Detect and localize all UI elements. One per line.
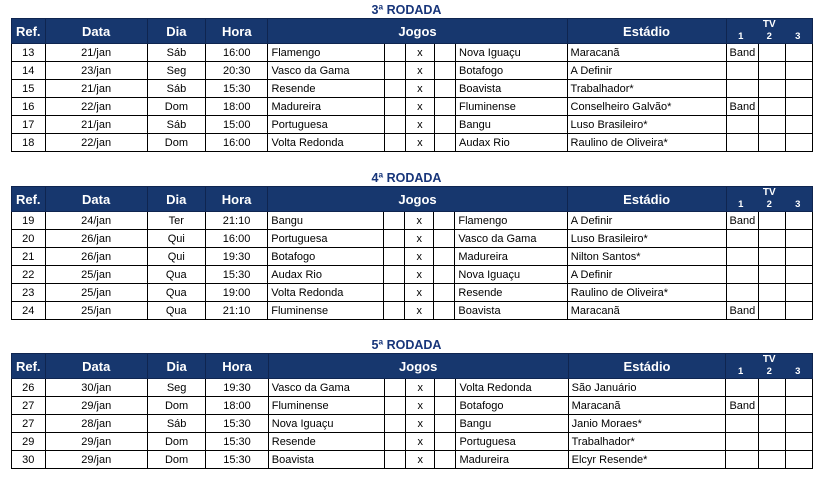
cell-away-team: Bangu: [456, 116, 568, 134]
cell-home-team: Bangu: [268, 212, 384, 230]
table-row: [12, 397, 813, 415]
table-row: [12, 212, 813, 230]
cell-spacer: [384, 134, 405, 152]
cell-away-team: Audax Rio: [456, 134, 568, 152]
cell-spacer: [434, 116, 455, 134]
table-row: [12, 302, 813, 320]
cell-ref: 20: [12, 230, 46, 248]
cell-hora: 18:00: [206, 98, 268, 116]
cell-spacer: [385, 415, 406, 433]
cell-estadio: Nilton Santos*: [567, 248, 726, 266]
cell-dia: Ter: [147, 212, 205, 230]
cell-dia: Dom: [147, 98, 205, 116]
cell-hora: 16:00: [205, 230, 267, 248]
cell-versus: x: [405, 302, 434, 320]
cell-tv-1: Band: [726, 302, 759, 320]
header-data: Data: [45, 354, 147, 379]
cell-estadio: São Januário: [568, 379, 726, 397]
cell-away-team: Nova Iguaçu: [456, 44, 568, 62]
cell-tv-2: [759, 302, 786, 320]
cell-estadio: Maracanã: [568, 397, 726, 415]
schedule-table: [11, 186, 813, 320]
cell-home-team: Nova Iguaçu: [268, 415, 384, 433]
header-tv-channel-3: 3: [795, 366, 801, 377]
cell-tv-3: [786, 284, 813, 302]
cell-spacer: [434, 62, 455, 80]
cell-dia: Seg: [147, 379, 205, 397]
cell-spacer: [435, 379, 456, 397]
header-dia: Dia: [147, 19, 205, 44]
cell-tv-3: [786, 433, 813, 451]
cell-spacer: [384, 98, 405, 116]
cell-ref: 26: [12, 379, 46, 397]
cell-spacer: [435, 451, 456, 469]
cell-home-team: Volta Redonda: [268, 284, 384, 302]
round-section: [0, 337, 813, 469]
cell-hora: 15:00: [206, 116, 268, 134]
cell-versus: x: [406, 415, 435, 433]
round-title: 3ª RODADA: [371, 3, 442, 17]
cell-home-team: Botafogo: [268, 248, 384, 266]
cell-dia: Qua: [147, 302, 205, 320]
cell-tv-1: [726, 451, 759, 469]
cell-spacer: [434, 284, 455, 302]
cell-tv-1: Band: [726, 98, 759, 116]
header-dia: Dia: [147, 187, 205, 212]
table-row: [12, 284, 813, 302]
cell-home-team: Resende: [268, 433, 384, 451]
cell-tv-3: [786, 116, 813, 134]
cell-tv-1: [726, 379, 759, 397]
cell-dia: Qui: [147, 248, 205, 266]
table-row: [12, 44, 813, 62]
cell-ref: 13: [12, 44, 46, 62]
cell-ref: 18: [12, 134, 46, 152]
table-row: [12, 451, 813, 469]
table-row: [12, 379, 813, 397]
cell-dia: Qua: [147, 266, 205, 284]
header-tv-label: TV: [762, 187, 776, 198]
round-section: [0, 170, 813, 320]
cell-dia: Qui: [147, 230, 205, 248]
cell-home-team: Portuguesa: [268, 116, 384, 134]
cell-versus: x: [406, 433, 435, 451]
cell-ref: 15: [12, 80, 46, 98]
cell-versus: x: [405, 284, 434, 302]
cell-spacer: [384, 62, 405, 80]
cell-hora: 21:10: [205, 302, 267, 320]
header-tv-channels: [727, 31, 812, 42]
cell-away-team: Volta Redonda: [456, 379, 568, 397]
cell-tv-3: [786, 266, 813, 284]
cell-home-team: Fluminense: [268, 302, 384, 320]
cell-versus: x: [405, 230, 434, 248]
cell-spacer: [385, 379, 406, 397]
cell-estadio: Maracanã: [567, 44, 726, 62]
cell-spacer: [434, 230, 455, 248]
cell-tv-2: [759, 379, 786, 397]
cell-ref: 19: [12, 212, 46, 230]
cell-tv-3: [786, 379, 813, 397]
header-hora: Hora: [205, 187, 267, 212]
header-tv-label: TV: [762, 354, 776, 365]
cell-tv-2: [759, 62, 786, 80]
cell-tv-1: [726, 266, 759, 284]
cell-versus: x: [405, 116, 434, 134]
cell-dia: Dom: [147, 433, 205, 451]
cell-data: 21/jan: [45, 44, 147, 62]
cell-tv-3: [786, 62, 813, 80]
cell-spacer: [434, 98, 455, 116]
cell-hora: 19:00: [205, 284, 267, 302]
header-tv-channel-2: 2: [766, 31, 772, 42]
header-tv-channels: [726, 366, 812, 377]
cell-dia: Seg: [147, 62, 205, 80]
cell-spacer: [435, 397, 456, 415]
cell-tv-3: [786, 230, 813, 248]
cell-home-team: Vasco da Gama: [268, 379, 384, 397]
header-hora: Hora: [206, 354, 268, 379]
header-tv-label: TV: [762, 19, 776, 30]
header-data: Data: [45, 187, 147, 212]
cell-data: 25/jan: [45, 266, 147, 284]
header-estadio: Estádio: [567, 19, 726, 44]
header-tv-channel-1: 1: [738, 199, 744, 210]
cell-spacer: [434, 44, 455, 62]
cell-away-team: Vasco da Gama: [455, 230, 567, 248]
cell-estadio: Janio Moraes*: [568, 415, 726, 433]
cell-versus: x: [405, 212, 434, 230]
header-row: [12, 187, 813, 212]
cell-tv-1: [726, 116, 759, 134]
cell-spacer: [384, 230, 405, 248]
cell-ref: 27: [12, 415, 46, 433]
cell-estadio: A Definir: [567, 212, 726, 230]
cell-tv-2: [759, 266, 786, 284]
cell-spacer: [385, 451, 406, 469]
cell-ref: 30: [12, 451, 46, 469]
cell-versus: x: [405, 80, 434, 98]
cell-spacer: [434, 266, 455, 284]
header-row: [12, 19, 813, 44]
cell-dia: Dom: [147, 397, 205, 415]
header-jogos: Jogos: [268, 187, 568, 212]
cell-tv-2: [759, 433, 786, 451]
cell-estadio: Trabalhador*: [568, 433, 726, 451]
cell-tv-3: [786, 134, 813, 152]
cell-estadio: Luso Brasileiro*: [567, 116, 726, 134]
cell-tv-3: [786, 212, 813, 230]
cell-versus: x: [406, 397, 435, 415]
cell-estadio: Luso Brasileiro*: [567, 230, 726, 248]
cell-home-team: Boavista: [268, 451, 384, 469]
cell-spacer: [385, 397, 406, 415]
cell-ref: 21: [12, 248, 46, 266]
header-ref: Ref.: [12, 354, 46, 379]
cell-dia: Sáb: [147, 415, 205, 433]
cell-hora: 15:30: [206, 415, 268, 433]
cell-tv-3: [786, 98, 813, 116]
cell-versus: x: [406, 451, 435, 469]
cell-hora: 19:30: [206, 379, 268, 397]
cell-home-team: Volta Redonda: [268, 134, 384, 152]
cell-home-team: Resende: [268, 80, 384, 98]
cell-away-team: Madureira: [456, 451, 568, 469]
cell-tv-2: [759, 80, 786, 98]
table-row: [12, 116, 813, 134]
cell-spacer: [384, 116, 405, 134]
cell-estadio: Raulino de Oliveira*: [567, 284, 726, 302]
cell-spacer: [434, 248, 455, 266]
table-row: [12, 134, 813, 152]
cell-spacer: [384, 44, 405, 62]
table-row: [12, 80, 813, 98]
header-ref: Ref.: [12, 19, 46, 44]
cell-ref: 22: [12, 266, 46, 284]
cell-home-team: Fluminense: [268, 397, 384, 415]
cell-home-team: Vasco da Gama: [268, 62, 384, 80]
cell-estadio: Raulino de Oliveira*: [567, 134, 726, 152]
header-ref: Ref.: [12, 187, 46, 212]
cell-tv-1: [726, 284, 759, 302]
cell-tv-1: [726, 230, 759, 248]
cell-hora: 18:00: [206, 397, 268, 415]
cell-versus: x: [405, 134, 434, 152]
cell-home-team: Madureira: [268, 98, 384, 116]
header-jogos: Jogos: [268, 19, 567, 44]
cell-dia: Dom: [147, 134, 205, 152]
cell-ref: 27: [12, 397, 46, 415]
cell-data: 23/jan: [45, 62, 147, 80]
cell-home-team: Portuguesa: [268, 230, 384, 248]
header-tv-channel-3: 3: [795, 199, 801, 210]
cell-estadio: Maracanã: [567, 302, 726, 320]
cell-tv-1: [726, 415, 759, 433]
cell-away-team: Boavista: [456, 80, 568, 98]
cell-versus: x: [405, 44, 434, 62]
cell-data: 25/jan: [45, 302, 147, 320]
cell-tv-3: [786, 248, 813, 266]
header-tv-channel-2: 2: [766, 199, 772, 210]
cell-ref: 16: [12, 98, 46, 116]
header-tv: [726, 187, 812, 212]
cell-tv-3: [786, 415, 813, 433]
cell-data: 25/jan: [45, 284, 147, 302]
cell-away-team: Botafogo: [456, 397, 568, 415]
schedule-table: [11, 353, 813, 469]
cell-data: 26/jan: [45, 230, 147, 248]
cell-ref: 14: [12, 62, 46, 80]
cell-data: 22/jan: [45, 98, 147, 116]
cell-spacer: [384, 302, 405, 320]
cell-estadio: A Definir: [567, 266, 726, 284]
cell-tv-3: [786, 451, 813, 469]
cell-away-team: Resende: [455, 284, 567, 302]
cell-tv-2: [759, 451, 786, 469]
header-tv: [726, 354, 813, 379]
cell-ref: 29: [12, 433, 46, 451]
cell-estadio: Elcyr Resende*: [568, 451, 726, 469]
header-estadio: Estádio: [567, 187, 726, 212]
cell-versus: x: [405, 98, 434, 116]
cell-data: 24/jan: [45, 212, 147, 230]
cell-spacer: [384, 284, 405, 302]
cell-spacer: [434, 134, 455, 152]
cell-away-team: Madureira: [455, 248, 567, 266]
cell-tv-3: [786, 44, 813, 62]
header-tv-channel-1: 1: [738, 366, 744, 377]
cell-hora: 15:30: [206, 80, 268, 98]
cell-spacer: [434, 212, 455, 230]
round-title: 5ª RODADA: [371, 338, 442, 352]
cell-data: 28/jan: [45, 415, 147, 433]
table-row: [12, 266, 813, 284]
cell-spacer: [435, 433, 456, 451]
header-jogos: Jogos: [268, 354, 568, 379]
table-row: [12, 415, 813, 433]
cell-dia: Sáb: [147, 44, 205, 62]
cell-data: 29/jan: [45, 433, 147, 451]
cell-versus: x: [406, 379, 435, 397]
cell-tv-3: [786, 397, 813, 415]
cell-tv-2: [759, 397, 786, 415]
cell-away-team: Fluminense: [456, 98, 568, 116]
cell-hora: 20:30: [206, 62, 268, 80]
cell-data: 29/jan: [45, 397, 147, 415]
cell-ref: 17: [12, 116, 46, 134]
cell-dia: Sáb: [147, 116, 205, 134]
cell-tv-3: [786, 80, 813, 98]
header-data: Data: [45, 19, 147, 44]
cell-away-team: Flamengo: [455, 212, 567, 230]
header-estadio: Estádio: [568, 354, 726, 379]
header-tv-channel-1: 1: [738, 31, 744, 42]
cell-tv-1: Band: [726, 212, 759, 230]
cell-tv-2: [759, 415, 786, 433]
header-row: [12, 354, 813, 379]
cell-data: 22/jan: [45, 134, 147, 152]
cell-tv-3: [786, 302, 813, 320]
cell-versus: x: [405, 266, 434, 284]
cell-tv-1: [726, 248, 759, 266]
cell-ref: 24: [12, 302, 46, 320]
header-tv-channel-3: 3: [795, 31, 801, 42]
table-row: [12, 433, 813, 451]
cell-spacer: [384, 266, 405, 284]
cell-away-team: Boavista: [455, 302, 567, 320]
cell-tv-2: [759, 248, 786, 266]
cell-data: 21/jan: [45, 116, 147, 134]
cell-data: 29/jan: [45, 451, 147, 469]
schedule-table: [11, 18, 813, 152]
cell-spacer: [384, 212, 405, 230]
cell-hora: 15:30: [206, 451, 268, 469]
table-row: [12, 62, 813, 80]
cell-away-team: Botafogo: [456, 62, 568, 80]
cell-tv-2: [759, 98, 786, 116]
cell-away-team: Portuguesa: [456, 433, 568, 451]
schedule-document: [0, 2, 813, 469]
header-tv-channels: [727, 199, 812, 210]
table-row: [12, 230, 813, 248]
cell-tv-1: Band: [726, 44, 759, 62]
cell-tv-1: [726, 134, 759, 152]
header-tv-channel-2: 2: [766, 366, 772, 377]
cell-estadio: Conselheiro Galvão*: [567, 98, 726, 116]
cell-spacer: [435, 415, 456, 433]
cell-versus: x: [405, 248, 434, 266]
table-row: [12, 248, 813, 266]
cell-tv-2: [759, 134, 786, 152]
cell-spacer: [384, 80, 405, 98]
table-row: [12, 98, 813, 116]
cell-data: 30/jan: [45, 379, 147, 397]
cell-away-team: Nova Iguaçu: [455, 266, 567, 284]
cell-spacer: [385, 433, 406, 451]
cell-hora: 16:00: [206, 134, 268, 152]
cell-estadio: Trabalhador*: [567, 80, 726, 98]
cell-ref: 23: [12, 284, 46, 302]
cell-spacer: [434, 302, 455, 320]
header-hora: Hora: [206, 19, 268, 44]
cell-dia: Sáb: [147, 80, 205, 98]
cell-away-team: Bangu: [456, 415, 568, 433]
cell-data: 21/jan: [45, 80, 147, 98]
cell-dia: Dom: [147, 451, 205, 469]
cell-dia: Qua: [147, 284, 205, 302]
cell-home-team: Flamengo: [268, 44, 384, 62]
cell-tv-2: [759, 284, 786, 302]
cell-hora: 19:30: [205, 248, 267, 266]
cell-tv-1: Band: [726, 397, 759, 415]
cell-tv-1: [726, 62, 759, 80]
cell-versus: x: [405, 62, 434, 80]
cell-home-team: Audax Rio: [268, 266, 384, 284]
cell-hora: 21:10: [205, 212, 267, 230]
cell-spacer: [384, 248, 405, 266]
cell-spacer: [434, 80, 455, 98]
cell-hora: 15:30: [205, 266, 267, 284]
header-tv: [726, 19, 812, 44]
cell-data: 26/jan: [45, 248, 147, 266]
header-dia: Dia: [147, 354, 205, 379]
cell-tv-2: [759, 116, 786, 134]
cell-tv-1: [726, 433, 759, 451]
cell-hora: 16:00: [206, 44, 268, 62]
cell-estadio: A Definir: [567, 62, 726, 80]
cell-tv-1: [726, 80, 759, 98]
cell-hora: 15:30: [206, 433, 268, 451]
round-section: [0, 2, 813, 152]
round-title: 4ª RODADA: [371, 171, 442, 185]
cell-tv-2: [759, 212, 786, 230]
cell-tv-2: [759, 230, 786, 248]
cell-tv-2: [759, 44, 786, 62]
